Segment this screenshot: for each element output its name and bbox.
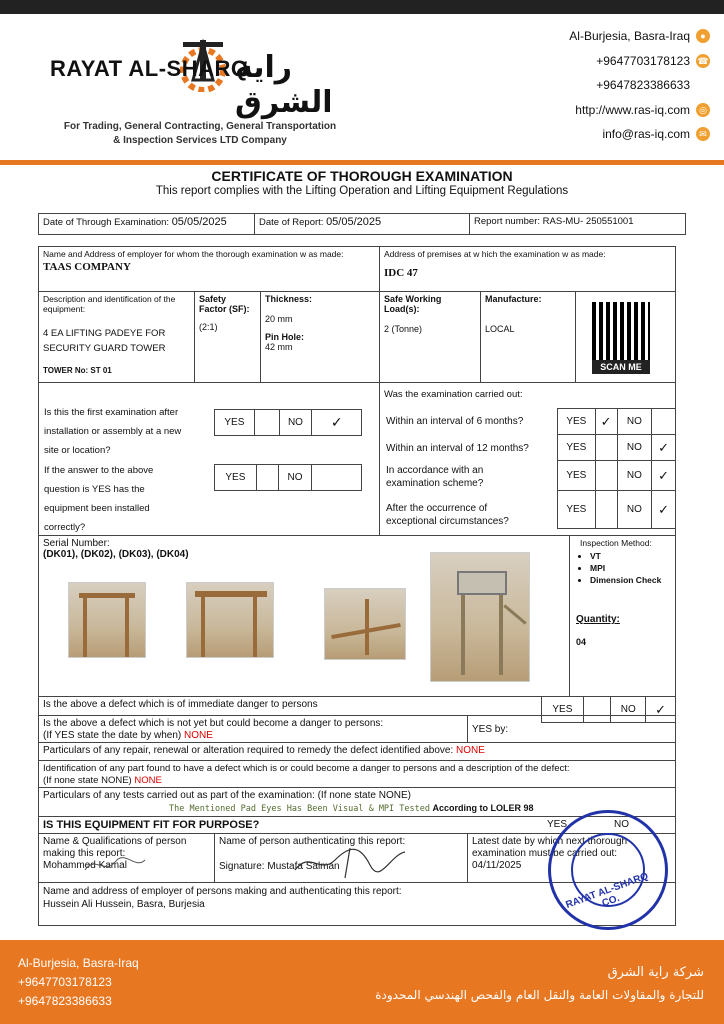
immediate-danger-text: Is the above a defect which is of immediate danger to persons	[43, 699, 318, 710]
date-exam-cell	[38, 213, 255, 235]
auth-label: Name of person authenticating this report:	[219, 836, 406, 847]
qual-label-line1: Name & Qualifications of person	[43, 836, 187, 847]
r2-no-label: NO	[617, 435, 652, 461]
q2-line3: equipment been installed	[44, 503, 150, 514]
company-subtitle	[40, 120, 360, 148]
quantity-label: Quantity:	[576, 614, 620, 625]
premises-cell	[379, 246, 676, 292]
tests-cell	[38, 787, 676, 817]
equipment-desc-label: Description and identification of the equipment:	[43, 294, 176, 314]
manufacture-value: LOCAL	[485, 324, 515, 334]
serial-value: (DK01), (DK02), (DK03), (DK04)	[43, 549, 189, 560]
company-subtitle-line1: For Trading, General Contracting, General Transportation	[63, 121, 337, 132]
tests-label: Particulars of any tests carried out as part of the examination: (If none state NONE)	[43, 790, 411, 801]
r2-yes-box[interactable]	[595, 435, 617, 461]
footer-arabic	[375, 962, 704, 1006]
r4-no-label: NO	[617, 491, 652, 529]
employer-label: Name and Address of employer for whom the thorough examination w as made:	[43, 249, 344, 259]
globe-icon: ◎	[696, 103, 710, 117]
r4-yes-label: YES	[558, 491, 596, 529]
future-none: NONE	[184, 730, 213, 741]
footer-arabic-line1: شركة راية الشرق	[607, 965, 704, 980]
exam-r3-line2: examination scheme?	[386, 478, 484, 489]
contact-email[interactable]: info@ras-iq.com	[602, 127, 690, 141]
report-number-value: RAS-MU- 250551001	[542, 216, 634, 227]
identification-cell	[38, 760, 676, 788]
photo-dk02	[186, 582, 274, 658]
q2-yes-label: YES	[215, 465, 257, 491]
date-report-value: 05/05/2025	[326, 216, 382, 228]
signature-maker	[80, 850, 150, 880]
employer-value: TAAS COMPANY	[43, 261, 131, 273]
identification-none: NONE	[134, 775, 162, 786]
pinhole-value: 42 mm	[265, 342, 293, 352]
yes-by-label: YES by:	[472, 724, 509, 735]
contact-phone2: +9647823386633	[596, 78, 690, 92]
exam-r4	[386, 502, 509, 528]
tower-number: TOWER No: ST 01	[43, 366, 112, 375]
tests-loler: According to LOLER 98	[432, 803, 534, 813]
second-exam-question	[44, 461, 153, 537]
qr-code[interactable]	[592, 302, 650, 360]
r2-no-check[interactable]: ✓	[652, 435, 676, 461]
inspection-method-cell	[569, 535, 676, 697]
thickness-cell	[260, 291, 380, 383]
q2-no-box[interactable]	[312, 465, 362, 491]
serial-label: Serial Number:	[43, 538, 110, 549]
future-danger-line1: Is the above a defect which is not yet but could become a danger to persons:	[43, 718, 384, 729]
safety-factor-label: Safety Factor (SF):	[199, 294, 250, 314]
exam-carried-label: Was the examination carried out:	[384, 389, 523, 400]
q1-no-check[interactable]: ✓	[312, 410, 362, 436]
exam-r3-line1: In accordance with an	[386, 465, 484, 476]
top-bar	[0, 0, 724, 14]
premises-value: IDC 47	[384, 267, 418, 279]
swl-cell	[379, 291, 481, 383]
photo-dk03	[324, 588, 406, 660]
imm-yes-label: YES	[542, 697, 584, 723]
phone-icon: ☎	[697, 55, 709, 66]
pinhole-label: Pin Hole:	[265, 332, 305, 342]
footer-phone1: +9647703178123	[18, 975, 112, 989]
report-number-cell	[469, 213, 686, 235]
company-logo	[40, 22, 370, 152]
q1-line1: Is this the first examination after	[44, 407, 179, 418]
equipment-desc-cell	[38, 291, 195, 383]
tests-value: The Mentioned Pad Eyes Has Been Visual & MPI Tested	[169, 804, 430, 814]
qual-label-line2: making this report:	[43, 848, 126, 859]
fit-yes-label: YES	[547, 819, 568, 830]
r4-yes-box[interactable]	[595, 491, 617, 529]
contact-address: Al-Burjesia, Basra-Iraq	[569, 29, 690, 43]
r4-no-check[interactable]: ✓	[652, 491, 676, 529]
q2-line2: question is YES has the	[44, 484, 145, 495]
mail-icon: ✉	[696, 127, 710, 141]
q1-yes-label: YES	[215, 410, 255, 436]
r1-yes-label: YES	[558, 409, 596, 435]
q2-answer-table	[214, 464, 362, 491]
q1-line2: installation or assembly at a new	[44, 426, 182, 437]
repair-cell	[38, 742, 676, 761]
q2-line4: correctly?	[44, 522, 86, 533]
future-danger-line2: (If YES state the date by when)	[43, 730, 182, 741]
equipment-desc-line2: SECURITY GUARD TOWER	[43, 343, 166, 354]
footer-contact	[18, 954, 139, 1011]
quantity-value: 04	[576, 637, 587, 647]
signature	[290, 840, 410, 880]
date-report-label: Date of Report:	[259, 217, 324, 228]
method-item: • Dimension Check	[590, 574, 671, 586]
q2-yes-box[interactable]	[256, 465, 278, 491]
q1-no-label: NO	[279, 410, 312, 436]
company-stamp	[548, 810, 668, 930]
fit-no-label: NO	[614, 819, 629, 830]
contact-phone1: +9647703178123	[596, 53, 690, 68]
header-divider	[0, 160, 724, 165]
footer-address: Al-Burjesia, Basra-Iraq	[18, 956, 139, 970]
exam-carried-table	[557, 408, 676, 529]
report-number-label: Report number:	[474, 216, 541, 227]
inspection-method-list	[590, 550, 671, 586]
r3-no-check[interactable]: ✓	[652, 461, 676, 491]
date-exam-label: Date of Through Examination:	[43, 217, 170, 228]
safety-factor-cell	[194, 291, 261, 383]
identification-line2: (If none state NONE)	[43, 775, 132, 786]
future-danger-cell	[38, 715, 468, 743]
q2-no-label: NO	[278, 465, 312, 491]
latest-label-line1: Latest date by which next thorough	[472, 836, 628, 847]
swl-label: Safe Working Load(s):	[384, 294, 442, 314]
thickness-label: Thickness:	[265, 294, 313, 304]
stamp-text: RAYAT AL-SHARQ CO.	[564, 870, 650, 911]
manufacture-label: Manufacture:	[485, 294, 542, 304]
company-subtitle-line2: & Inspection Services LTD Company	[113, 135, 287, 146]
fit-label: IS THIS EQUIPMENT FIT FOR PURPOSE?	[43, 819, 260, 831]
q2-line1: If the answer to the above	[44, 465, 154, 476]
qual-value: Mohammed Kamal	[43, 860, 127, 871]
exam-r3	[386, 464, 483, 490]
q1-answer-table	[214, 409, 362, 436]
equipment-desc-line1: 4 EA LIFTING PADEYE FOR	[43, 328, 166, 339]
footer-arabic-line2: للتجارة والمقاولات العامة والنقل العام والفحص الهندسي المحدودة	[375, 988, 704, 1002]
inspection-method-label: Inspection Method:	[580, 538, 652, 548]
r3-yes-label: YES	[558, 461, 596, 491]
yes-by-cell	[467, 715, 676, 743]
company-name-arabic: راية الشرق	[235, 50, 333, 120]
q1-yes-box[interactable]	[254, 410, 279, 436]
date-exam-value: 05/05/2025	[171, 216, 227, 228]
contact-website[interactable]: http://www.ras-iq.com	[575, 102, 690, 117]
r3-yes-box[interactable]	[595, 461, 617, 491]
q1-line3: site or location?	[44, 445, 111, 456]
certificate-title: CERTIFICATE OF THOROUGH EXAMINATION	[211, 168, 513, 184]
photo-tower	[430, 552, 530, 682]
employer-persons-value: Hussein Ali Hussein, Basra, Burjesia	[43, 899, 205, 910]
exam-r2: Within an interval of 12 months?	[386, 443, 529, 454]
imm-no-check[interactable]: ✓	[646, 697, 676, 723]
exam-r4-line1: After the occurrence of	[386, 503, 488, 514]
method-item: • VT	[590, 550, 671, 562]
repair-none: NONE	[456, 745, 485, 756]
auth-value: Signature: Mustafa Salman	[219, 861, 340, 872]
employer-persons-label: Name and address of employer of persons making and authenticating this report:	[43, 886, 402, 897]
latest-label-line2: examination must be carried out:	[472, 848, 618, 859]
manufacture-cell	[480, 291, 576, 383]
swl-value: 2 (Tonne)	[384, 324, 423, 334]
thickness-value: 20 mm	[265, 314, 293, 324]
r1-yes-check[interactable]: ✓	[595, 409, 617, 435]
repair-label: Particulars of any repair, renewal or alteration required to remedy the defect identified above:	[43, 745, 454, 756]
location-icon: ●	[696, 29, 710, 43]
exam-r1: Within an interval of 6 months?	[386, 416, 524, 427]
method-item: • MPI	[590, 562, 671, 574]
certificate-subtitle: This report complies with the Lifting Operation and Lifting Equipment Regulations	[155, 185, 569, 197]
r2-yes-label: YES	[558, 435, 596, 461]
premises-label: Address of premises at w hich the examination w as made:	[384, 249, 606, 259]
r1-no-box[interactable]	[652, 409, 676, 435]
exam-r4-line2: exceptional circumstances?	[386, 516, 509, 527]
photo-dk01	[68, 582, 146, 658]
date-report-cell	[254, 213, 470, 235]
identification-line1: Identification of any part found to have a defect which is or could become a danger to persons and a description of the defect:	[43, 763, 570, 774]
imm-no-label: NO	[611, 697, 646, 723]
first-exam-question	[44, 403, 181, 460]
employer-cell	[38, 246, 380, 292]
safety-factor-value: (2:1)	[199, 322, 218, 332]
latest-value: 04/11/2025	[472, 860, 522, 871]
company-name: RAYAT AL-SHARQ	[50, 56, 249, 81]
footer	[0, 940, 724, 1024]
r3-no-label: NO	[617, 461, 652, 491]
footer-phone2: +9647823386633	[18, 994, 112, 1008]
r1-no-label: NO	[617, 409, 652, 435]
scan-me-label: SCAN ME	[592, 360, 650, 374]
contact-block	[530, 24, 710, 147]
